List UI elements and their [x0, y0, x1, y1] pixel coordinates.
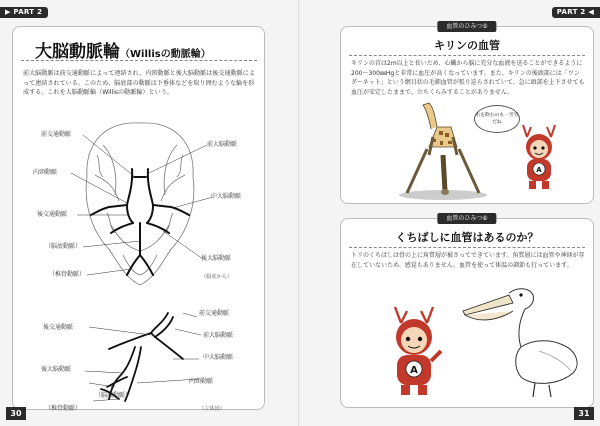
label-post-communicating-1: 後交通動脈: [37, 211, 68, 218]
label-ant-cerebral-1: 前大脳動脈: [207, 141, 238, 148]
section-badge-5: 血管のひみつ⑤: [437, 21, 496, 32]
mascot-character-2: [381, 305, 451, 401]
page-title: [35, 37, 211, 62]
section-divider-1: [349, 55, 585, 56]
label-internal-carotid-1: 内頸動脈: [33, 169, 58, 176]
label-vertebral-1: （椎骨動脈）: [49, 271, 86, 278]
svg-text:A: A: [536, 166, 542, 174]
right-page: [300, 0, 600, 426]
label-post-cerebral-1: 後大脳動脈: [201, 255, 232, 262]
page-number-right: 31: [574, 407, 594, 420]
label-ant-communicating-1: 前交通動脈: [41, 131, 72, 138]
artery-3d-illustration: [23, 303, 257, 403]
speech-bubble: 水を飲むのも一苦労だね: [474, 105, 520, 133]
label-basilar-2: （脳底動脈）: [95, 392, 132, 399]
section-divider-2: [349, 247, 585, 248]
part-tab-label-right: PART 2: [556, 8, 586, 16]
part-tab-left: ▶ PART 2: [0, 7, 48, 18]
content-box-beak: [340, 215, 594, 408]
section-title-beak: くちばしに血管はあるのか？: [395, 231, 539, 244]
content-box-circle-of-willis: [12, 26, 265, 410]
label-view-note-2: （立体図）: [199, 406, 225, 412]
label-ant-communicating-2: 前交通動脈: [199, 310, 230, 317]
label-basilar-1: （脳底動脈）: [45, 243, 82, 250]
label-middle-cerebral-2: 中大脳動脈: [203, 354, 234, 361]
title-main: 大脳動脈輪: [35, 42, 120, 62]
label-ant-cerebral-2: 前大脳動脈: [203, 332, 234, 339]
label-post-cerebral-2: 後大脳動脈: [41, 366, 72, 373]
title-divider: [21, 60, 257, 61]
body-text: 前大脳動脈は前交通動脈によって連結され、内頸動脈と後大脳動脈は後交通動脈によって連結されている。このため、脳底部の動脈は下垂体などを取り囲むような輪を形成する。これを大脳動脈輪（Willisの動脈輪）という。: [23, 70, 255, 96]
mascot-character-1: [513, 123, 565, 193]
title-sub: （Willisの動脈輪）: [120, 49, 211, 60]
content-box-giraffe: [340, 23, 594, 204]
section-title-giraffe: キリンの血管: [434, 39, 500, 52]
label-vertebral-2: （椎骨動脈）: [45, 405, 82, 412]
mascot-letter: A: [410, 365, 418, 376]
label-post-communicating-2: 後交通動脈: [43, 324, 74, 331]
label-internal-carotid-2: 内頸動脈: [189, 378, 214, 385]
part-tab-right: PART 2 ◀: [552, 7, 600, 18]
section-body-giraffe: キリンの首は2m以上と長いため、心臓から脳に充分な血液を送ることができるように200〜300㎜Hgと非常に血圧が高くなっています。また、キリンの後頭部には「ワンダーネット」という網目状の毛細血管が張り巡らされていて、急に頭部を上下させても血圧が安定したままで、立ちくらみすることがありません。: [351, 60, 585, 96]
label-view-note-1: （脳底から）: [201, 274, 233, 280]
part-tab-label: PART 2: [13, 8, 43, 16]
section-body-beak: トリのくちばしは骨の上に角質層が被さってできています。角質層には血管や神経が存在していないため、感覚もありません。血管を使って体温の調節も行っています。: [351, 252, 585, 269]
section-badge-6: 血管のひみつ⑥: [437, 213, 496, 224]
pelican-illustration: [459, 281, 585, 399]
label-middle-cerebral-1: 中大脳動脈: [211, 193, 242, 200]
page-number-left: 30: [6, 407, 26, 420]
